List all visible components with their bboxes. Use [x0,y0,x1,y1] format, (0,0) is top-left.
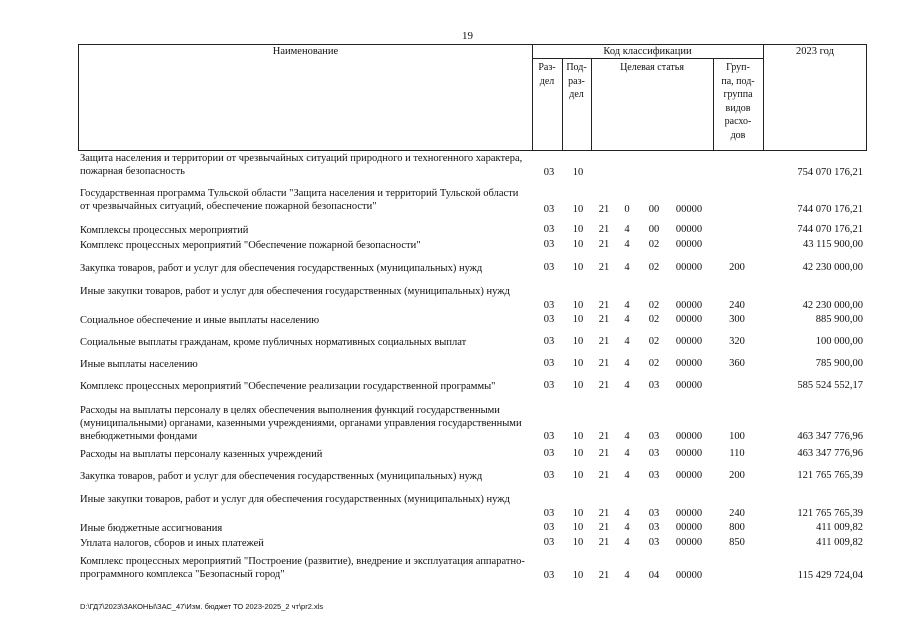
row-code-r: 03 [543,336,555,347]
row-code-c: 03 [648,448,660,459]
row-code-d: 00000 [675,224,703,235]
row-code-g: 200 [729,262,745,273]
row-name: Комплекс процессных мероприятий "Построение (развитие), внедрение и эксплуатация аппаратно-программного комплекса "Безопасный город" [80,556,525,580]
row-name: Расходы на выплаты персоналу казенных учреждений [80,449,323,460]
row-code-a: 21 [598,358,610,369]
row-code-d: 00000 [675,239,703,250]
page-number: 19 [462,30,473,42]
row-amount: 463 347 776,96 [797,431,863,442]
row-code-r: 03 [543,239,555,250]
row-code-p: 10 [572,431,584,442]
row-code-a: 21 [598,537,610,548]
row-code-p: 10 [572,470,584,481]
header-group-line: группа [723,89,753,100]
header-group [713,61,763,142]
row-code-c: 04 [648,570,660,581]
row-code-d: 00000 [675,448,703,459]
row-code-p: 10 [572,448,584,459]
row-code-d: 00000 [675,262,703,273]
table-row [0,314,905,327]
row-code-d: 00000 [675,380,703,391]
row-name: Комплекс процессных мероприятий "Обеспечение пожарной безопасности" [80,240,421,251]
row-name: Иные закупки товаров, работ и услуг для обеспечения государственных (муниципальных) нужд [80,286,510,297]
row-amount: 42 230 000,00 [802,300,863,311]
row-amount: 785 900,00 [815,358,863,369]
row-name: Закупка товаров, работ и услуг для обеспечения государственных (муниципальных) нужд [80,263,483,274]
row-code-d: 00000 [675,336,703,347]
row-code-c: 02 [648,314,660,325]
row-name: Социальные выплаты гражданам, кроме публичных нормативных социальных выплат [80,337,467,348]
header-group-line: видов [725,102,751,114]
header-razdel [532,61,562,88]
row-code-c: 03 [648,380,660,391]
row-code-r: 03 [543,431,555,442]
row-code-r: 03 [543,358,555,369]
row-code-d: 00000 [675,522,703,533]
table-row [0,187,905,217]
row-amount: 121 765 765,39 [797,508,863,519]
row-code-b: 4 [624,380,630,391]
row-code-g: 240 [729,508,745,519]
row-amount: 100 000,00 [815,336,863,347]
row-code-b: 4 [624,224,630,235]
row-code-r: 03 [543,314,555,325]
header-name: Наименование [272,46,339,57]
row-code-b: 4 [624,448,630,459]
row-code-r: 03 [543,167,555,178]
row-name: Уплата налогов, сборов и иных платежей [80,538,264,549]
row-code-b: 4 [624,522,630,533]
row-amount: 115 429 724,04 [797,570,863,581]
row-code-r: 03 [543,470,555,481]
row-code-r: 03 [543,224,555,235]
row-code-a: 21 [598,262,610,273]
row-code-a: 21 [598,431,610,442]
row-amount: 411 009,82 [816,537,863,548]
header-podrazdel-line: Под- [566,62,587,73]
row-code-b: 4 [624,570,630,581]
row-code-g: 110 [729,448,745,459]
row-code-c: 03 [648,522,660,533]
row-code-d: 00000 [675,300,703,311]
row-code-a: 21 [598,314,610,325]
row-code-r: 03 [543,508,555,519]
row-code-c: 03 [648,470,660,481]
row-amount: 754 070 176,21 [797,167,863,178]
row-code-r: 03 [543,448,555,459]
table-row [0,448,905,461]
row-name: Иные выплаты населению [80,359,198,370]
row-code-b: 4 [624,262,630,273]
row-name: Закупка товаров, работ и услуг для обеспечения государственных (муниципальных) нужд [80,471,483,482]
row-code-d: 00000 [675,508,703,519]
row-name: Иные закупки товаров, работ и услуг для обеспечения государственных (муниципальных) нужд [80,494,510,505]
row-code-d: 00000 [675,537,703,548]
file-path-footer: D:\ГД7\2023\ЗАКОНЫ\ЗАС_47\Изм. бюджет ТО 2023-2025_2 чт\pr2.xls [80,602,324,611]
row-name: Комплекс процессных мероприятий "Обеспечение реализации государственной программы" [80,381,496,392]
table-row [0,224,905,237]
header-divider [763,45,764,151]
row-code-p: 10 [572,380,584,391]
row-amount: 43 115 900,00 [803,239,863,250]
row-code-p: 10 [572,522,584,533]
row-name: Социальное обеспечение и иные выплаты населению [80,315,320,326]
table-row [0,404,905,444]
row-code-g: 850 [729,537,745,548]
row-code-a: 21 [598,522,610,533]
row-code-c: 00 [648,224,660,235]
row-code-g: 360 [729,358,745,369]
row-code-d: 00000 [675,431,703,442]
header-group-line: расхо- [724,116,752,127]
table-row [0,493,905,521]
row-code-d: 00000 [675,314,703,325]
row-code-g: 300 [729,314,745,325]
row-code-a: 21 [598,336,610,347]
row-code-r: 03 [543,522,555,533]
row-code-d: 00000 [675,358,703,369]
row-code-b: 4 [624,358,630,369]
row-code-b: 4 [624,508,630,519]
table-row [0,239,905,252]
row-code-p: 10 [572,224,584,235]
table-row [0,336,905,349]
row-code-p: 10 [572,167,584,178]
row-code-a: 21 [598,508,610,519]
table-row [0,380,905,393]
row-amount: 885 900,00 [815,314,863,325]
header-group-line: дов [730,129,746,141]
row-code-r: 03 [543,537,555,548]
row-code-g: 200 [729,470,745,481]
row-code-a: 21 [598,204,610,215]
row-code-g: 320 [729,336,745,347]
header-razdel-line: дел [539,75,555,87]
header-group-line: Груп- [726,62,750,73]
header-podrazdel-line: дел [569,89,584,100]
table-header [78,44,867,151]
table-row [0,262,905,275]
table-row [0,522,905,535]
row-code-p: 10 [572,204,584,215]
row-code-p: 10 [572,239,584,250]
row-code-p: 10 [572,314,584,325]
row-code-a: 21 [598,570,610,581]
row-code-b: 4 [624,470,630,481]
row-code-p: 10 [572,537,584,548]
row-code-c: 02 [648,358,660,369]
row-code-p: 10 [572,300,584,311]
row-code-a: 21 [598,239,610,250]
header-podrazdel [562,61,591,102]
row-code-p: 10 [572,336,584,347]
row-code-a: 21 [598,448,610,459]
row-code-b: 4 [624,300,630,311]
row-code-c: 03 [648,508,660,519]
row-code-c: 03 [648,537,660,548]
table-row [0,555,905,583]
header-year: 2023 год [796,46,834,57]
table-row [0,537,905,550]
table-row [0,152,905,180]
row-code-r: 03 [543,204,555,215]
row-amount: 42 230 000,00 [802,262,863,273]
row-code-b: 4 [624,239,630,250]
row-code-b: 0 [624,204,630,215]
header-podrazdel-line: раз- [568,75,585,87]
row-code-c: 03 [648,431,660,442]
table-row [0,358,905,371]
row-code-a: 21 [598,300,610,311]
table-row [0,470,905,483]
table-row [0,285,905,313]
row-code-c: 02 [648,239,660,250]
row-code-b: 4 [624,537,630,548]
row-code-a: 21 [598,224,610,235]
row-code-g: 240 [729,300,745,311]
header-group-line: па, под- [721,75,755,87]
row-amount: 585 524 552,17 [797,380,863,391]
row-code-r: 03 [543,300,555,311]
row-name: Комплексы процессных мероприятий [80,225,249,236]
row-name: Расходы на выплаты персоналу в целях обеспечения выполнения функций государственными (муниципальными) органами, казенными учреждениями, органами управления государственными внебюджетными фондами [80,405,522,442]
row-code-b: 4 [624,314,630,325]
row-code-r: 03 [543,570,555,581]
row-code-c: 02 [648,262,660,273]
row-code-p: 10 [572,262,584,273]
row-code-g: 800 [729,522,745,533]
row-name: Иные бюджетные ассигнования [80,523,223,534]
row-code-a: 21 [598,470,610,481]
header-target: Целевая статья [620,62,684,73]
row-amount: 744 070 176,21 [797,204,863,215]
row-code-c: 02 [648,336,660,347]
row-amount: 744 070 176,21 [797,224,863,235]
row-code-r: 03 [543,380,555,391]
header-divider [532,58,763,59]
row-code-p: 10 [572,358,584,369]
row-code-b: 4 [624,431,630,442]
row-code-d: 00000 [675,470,703,481]
row-code-c: 02 [648,300,660,311]
row-amount: 121 765 765,39 [797,470,863,481]
header-classification: Код классификации [603,46,692,57]
row-code-r: 03 [543,262,555,273]
row-code-g: 100 [729,431,745,442]
row-code-a: 21 [598,380,610,391]
row-name: Государственная программа Тульской области "Защита населения и территорий Тульской области от чрезвычайных ситуаций, обеспечение пожарной безопасности" [80,188,519,212]
row-amount: 463 347 776,96 [797,448,863,459]
header-razdel-line: Раз- [538,62,556,73]
row-amount: 411 009,82 [816,522,863,533]
row-code-p: 10 [572,508,584,519]
row-code-p: 10 [572,570,584,581]
row-code-d: 00000 [675,204,703,215]
row-code-b: 4 [624,336,630,347]
row-code-d: 00000 [675,570,703,581]
row-name: Защита населения и территории от чрезвычайных ситуаций природного и техногенного характера, пожарная безопасность [80,153,523,177]
row-code-c: 00 [648,204,660,215]
